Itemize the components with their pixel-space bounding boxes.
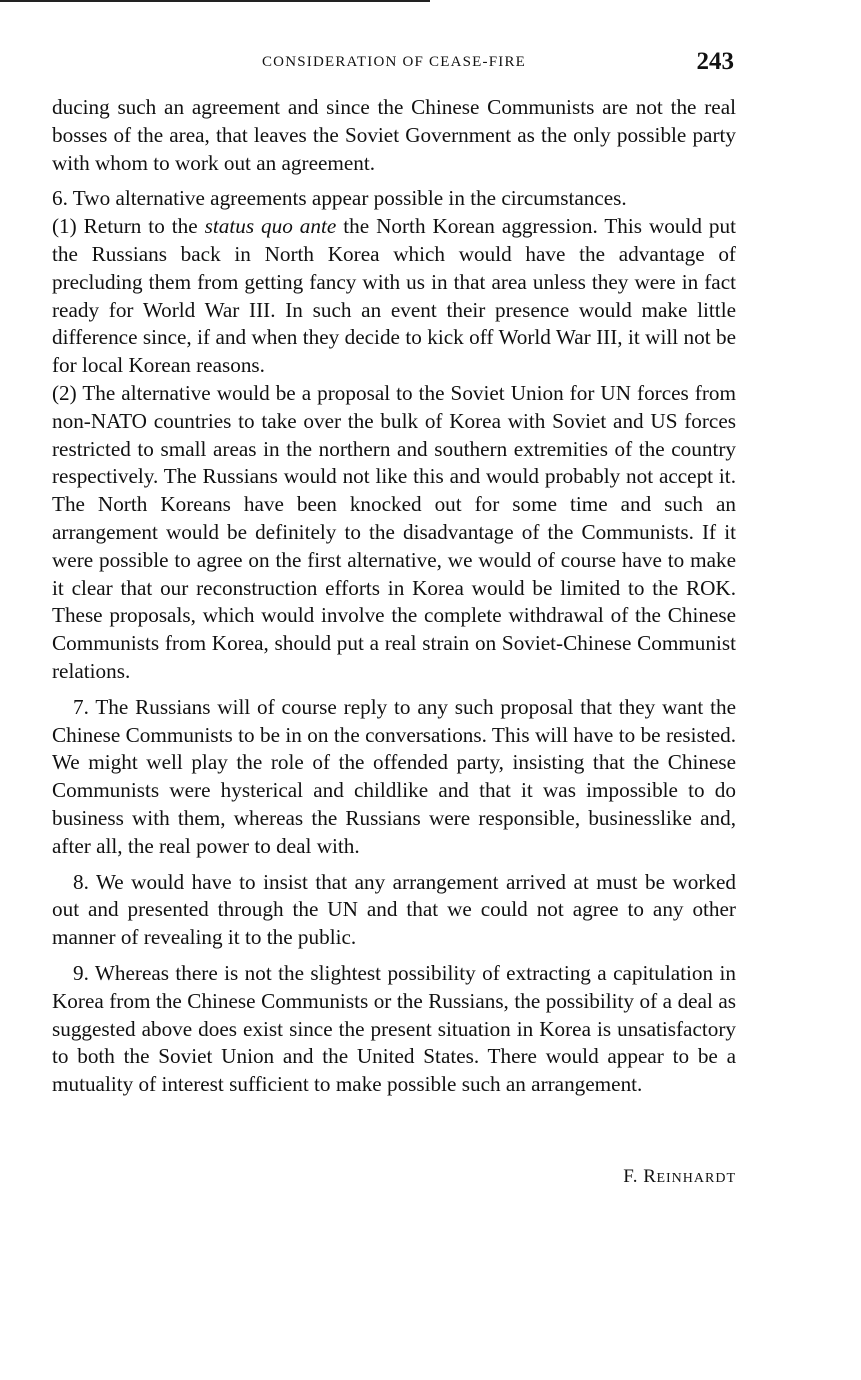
running-head: [52, 50, 736, 80]
paragraph-8: 8. We would have to insist that any arrangement arrived at must be worked out and presented through the UN and that we could not agree to any other manner of revealing it to the public.: [52, 869, 736, 950]
alt1-text-b: the North Korean aggression. This would put the Russians back in North Korea which would have the advantage of precluding them from getting fancy with us in that area unless they were in fact ready for World War III. In such an event their presence would make little difference since, if and when they decide to kick off World War III, it will not be for local Korean reasons.: [52, 214, 736, 378]
running-title: CONSIDERATION OF CEASE-FIRE: [261, 54, 527, 70]
paragraph-9: 9. Whereas there is not the slightest possibility of extracting a capitulation in Korea from the Chinese Communists or the Russians, the possibility of a deal as suggested above does exist since the present situation in Korea is unsatisfactory to both the Soviet Union and the United States. There would appear to be a mutuality of interest sufficient to make possible such an arrangement.: [52, 960, 736, 1097]
paragraph-7: 7. The Russians will of course reply to any such proposal that they want the Chinese Communists to be in on the conversations. This will have to be resisted. We might well play the role of the offended party, insisting that the Chinese Communists were hysterical and childlike and that it was impossible to do business with them, whereas the Russians were responsible, businesslike and, after all, the real power to deal with.: [52, 694, 736, 858]
paragraph-6-alternative-1: [52, 213, 736, 380]
paragraph-6-intro: 6. Two alternative agreements appear possible in the circumstances.: [52, 186, 627, 211]
signature: [52, 1166, 736, 1188]
alt1-italic-phrase: status quo ante: [204, 214, 337, 239]
signature-surname: EINHARDT: [656, 1171, 736, 1186]
alt1-text-a: (1) Return to the: [52, 214, 205, 239]
body-text: [52, 94, 736, 1107]
page-number: 243: [696, 48, 734, 75]
top-rule: [0, 0, 430, 2]
signature-initial: F. R: [623, 1166, 657, 1187]
paragraph-continued: ducing such an agreement and since the Chinese Communists are not the real bosses of the area, that leaves the Soviet Government as the only possible party with whom to work out an agreement.: [52, 95, 736, 175]
paragraph-6-alternative-2: (2) The alternative would be a proposal to the Soviet Union for UN forces from non-NATO countries to take over the bulk of Korea with Soviet and US forces restricted to small areas in the northern and southern extremities of the country respectively. The Russians would not like this and would probably not accept it. The North Koreans have been knocked out for some time and such an arrangement would be definitely to the disadvantage of the Communists. If it were possible to agree on the first alternative, we would of course have to make it clear that our reconstruction efforts in Korea would be limited to the ROK. These proposals, which would involve the complete withdrawal of the Chinese Communists from Korea, should put a real strain on Soviet-Chinese Communist relations.: [52, 380, 736, 683]
